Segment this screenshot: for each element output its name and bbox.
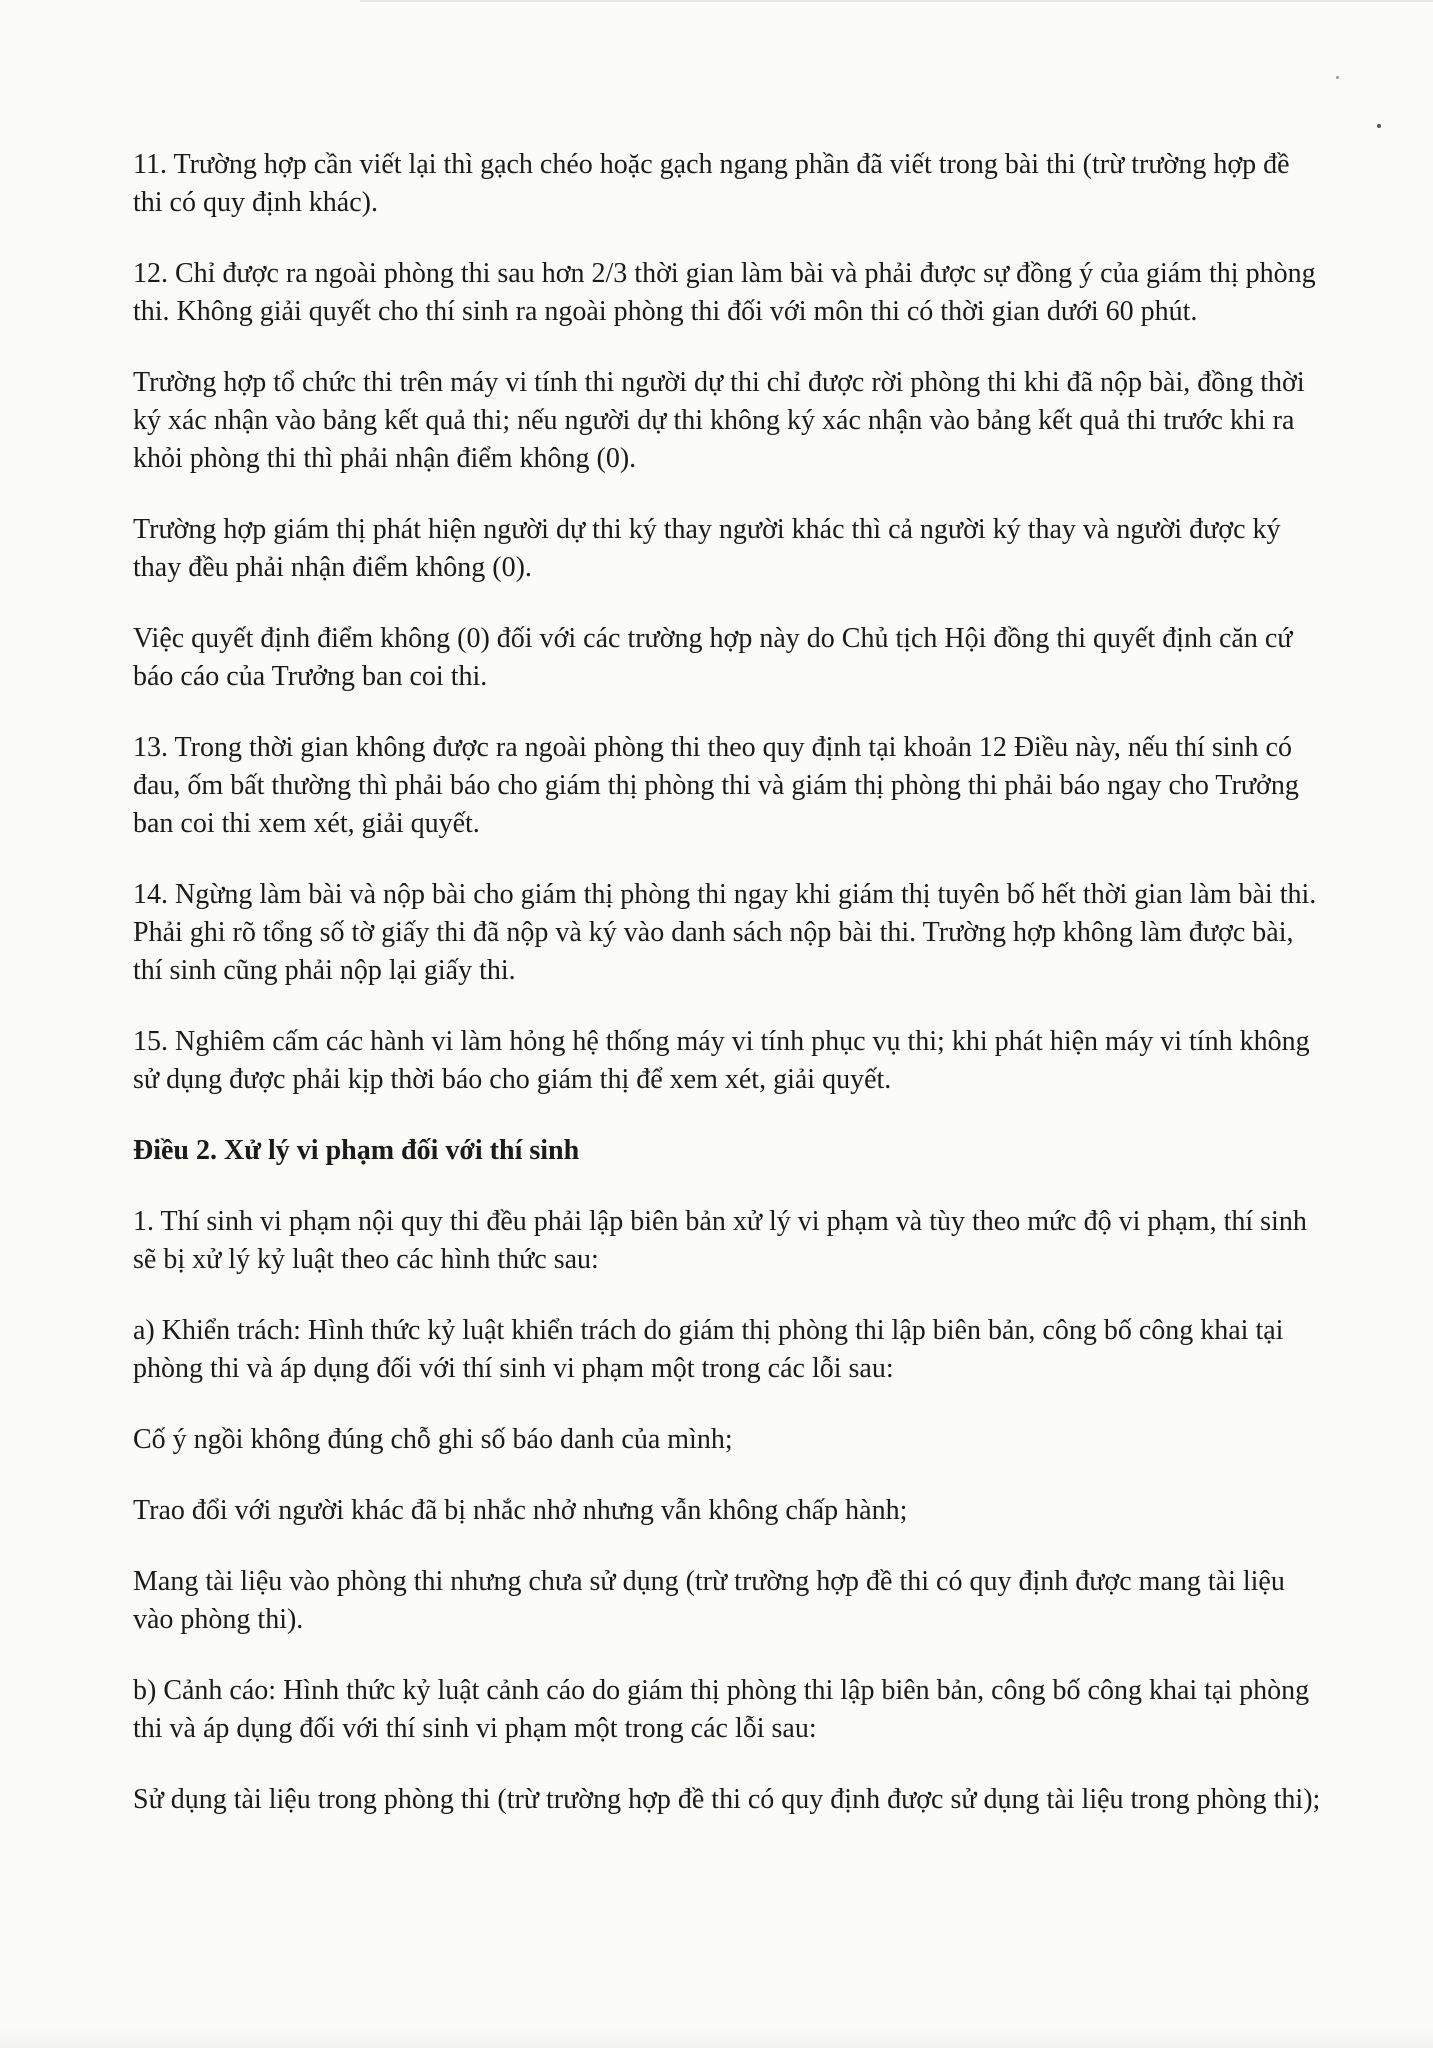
paragraph-violation-intro: 1. Thí sinh vi phạm nội quy thi đều phải lập biên bản xử lý vi phạm và tùy theo mức độ vi phạm, thí sinh sẽ bị xử lý kỷ luật theo các hình thức sau: xyxy=(133,1206,1307,1275)
paragraph-warning: b) Cảnh cáo: Hình thức kỷ luật cảnh cáo do giám thị phòng thi lập biên bản, công bố công khai tại phòng thi và áp dụng đối với thí sinh vi phạm một trong các lỗi sau: xyxy=(133,1675,1310,1744)
section-heading-article-2: Điều 2. Xử lý vi phạm đối với thí sinh xyxy=(133,1135,580,1166)
paragraph-proxy-signing: Trường hợp giám thị phát hiện người dự thi ký thay người khác thì cả người ký thay và người được ký thay đều phải nhận điểm không (0). xyxy=(133,514,1281,583)
paragraph-reprimand-case-1: Cố ý ngồi không đúng chỗ ghi số báo danh của mình; xyxy=(133,1424,733,1455)
scan-speck xyxy=(1336,76,1339,79)
scan-edge-mark xyxy=(360,0,1433,2)
paragraph-reprimand-case-2: Trao đổi với người khác đã bị nhắc nhở nhưng vẫn không chấp hành; xyxy=(133,1495,908,1526)
paragraph-computer-exam: Trường hợp tổ chức thi trên máy vi tính thi người dự thi chỉ được rời phòng thi khi đã nộp bài, đồng thời ký xác nhận vào bảng kết quả thi; nếu người dự thi không ký xác nhận vào bảng kết quả thi trước khi ra khỏi phòng thi thì phải nhận điểm không (0). xyxy=(133,367,1305,474)
scan-speck xyxy=(1377,124,1381,128)
paragraph-reprimand-case-3: Mang tài liệu vào phòng thi nhưng chưa sử dụng (trừ trường hợp đề thi có quy định được mang tài liệu vào phòng thi). xyxy=(133,1566,1285,1635)
paragraph-reprimand: a) Khiển trách: Hình thức kỷ luật khiển trách do giám thị phòng thi lập biên bản, công bố công khai tại phòng thi và áp dụng đối với thí sinh vi phạm một trong các lỗi sau: xyxy=(133,1315,1284,1384)
paragraph-item-14: 14. Ngừng làm bài và nộp bài cho giám thị phòng thi ngay khi giám thị tuyên bố hết thời gian làm bài thi. Phải ghi rõ tổng số tờ giấy thi đã nộp và ký vào danh sách nộp bài thi. Trường hợp không làm được bài, thí sinh cũng phải nộp lại giấy thi. xyxy=(133,879,1317,986)
scan-bottom-shade xyxy=(0,2028,1433,2048)
paragraph-item-11: 11. Trường hợp cần viết lại thì gạch chéo hoặc gạch ngang phần đã viết trong bài thi (trừ trường hợp đề thi có quy định khác). xyxy=(133,149,1290,218)
paragraph-item-12: 12. Chỉ được ra ngoài phòng thi sau hơn 2/3 thời gian làm bài và phải được sự đồng ý của giám thị phòng thi. Không giải quyết cho thí sinh ra ngoài phòng thi đối với môn thi có thời gian dưới 60 phút. xyxy=(133,258,1316,327)
paragraph-warning-case-1: Sử dụng tài liệu trong phòng thi (trừ trường hợp đề thi có quy định được sử dụng tài liệu trong phòng thi); xyxy=(133,1784,1321,1815)
document-page xyxy=(133,146,1323,1852)
paragraph-item-15: 15. Nghiêm cấm các hành vi làm hỏng hệ thống máy vi tính phục vụ thi; khi phát hiện máy vi tính không sử dụng được phải kịp thời báo cho giám thị để xem xét, giải quyết. xyxy=(133,1026,1310,1095)
paragraph-zero-score-decision: Việc quyết định điểm không (0) đối với các trường hợp này do Chủ tịch Hội đồng thi quyết định căn cứ báo cáo của Trưởng ban coi thi. xyxy=(133,623,1293,692)
paragraph-item-13: 13. Trong thời gian không được ra ngoài phòng thi theo quy định tại khoản 12 Điều này, nếu thí sinh có đau, ốm bất thường thì phải báo cho giám thị phòng thi và giám thị phòng thi phải báo ngay cho Trưởng ban coi thi xem xét, giải quyết. xyxy=(133,732,1299,839)
